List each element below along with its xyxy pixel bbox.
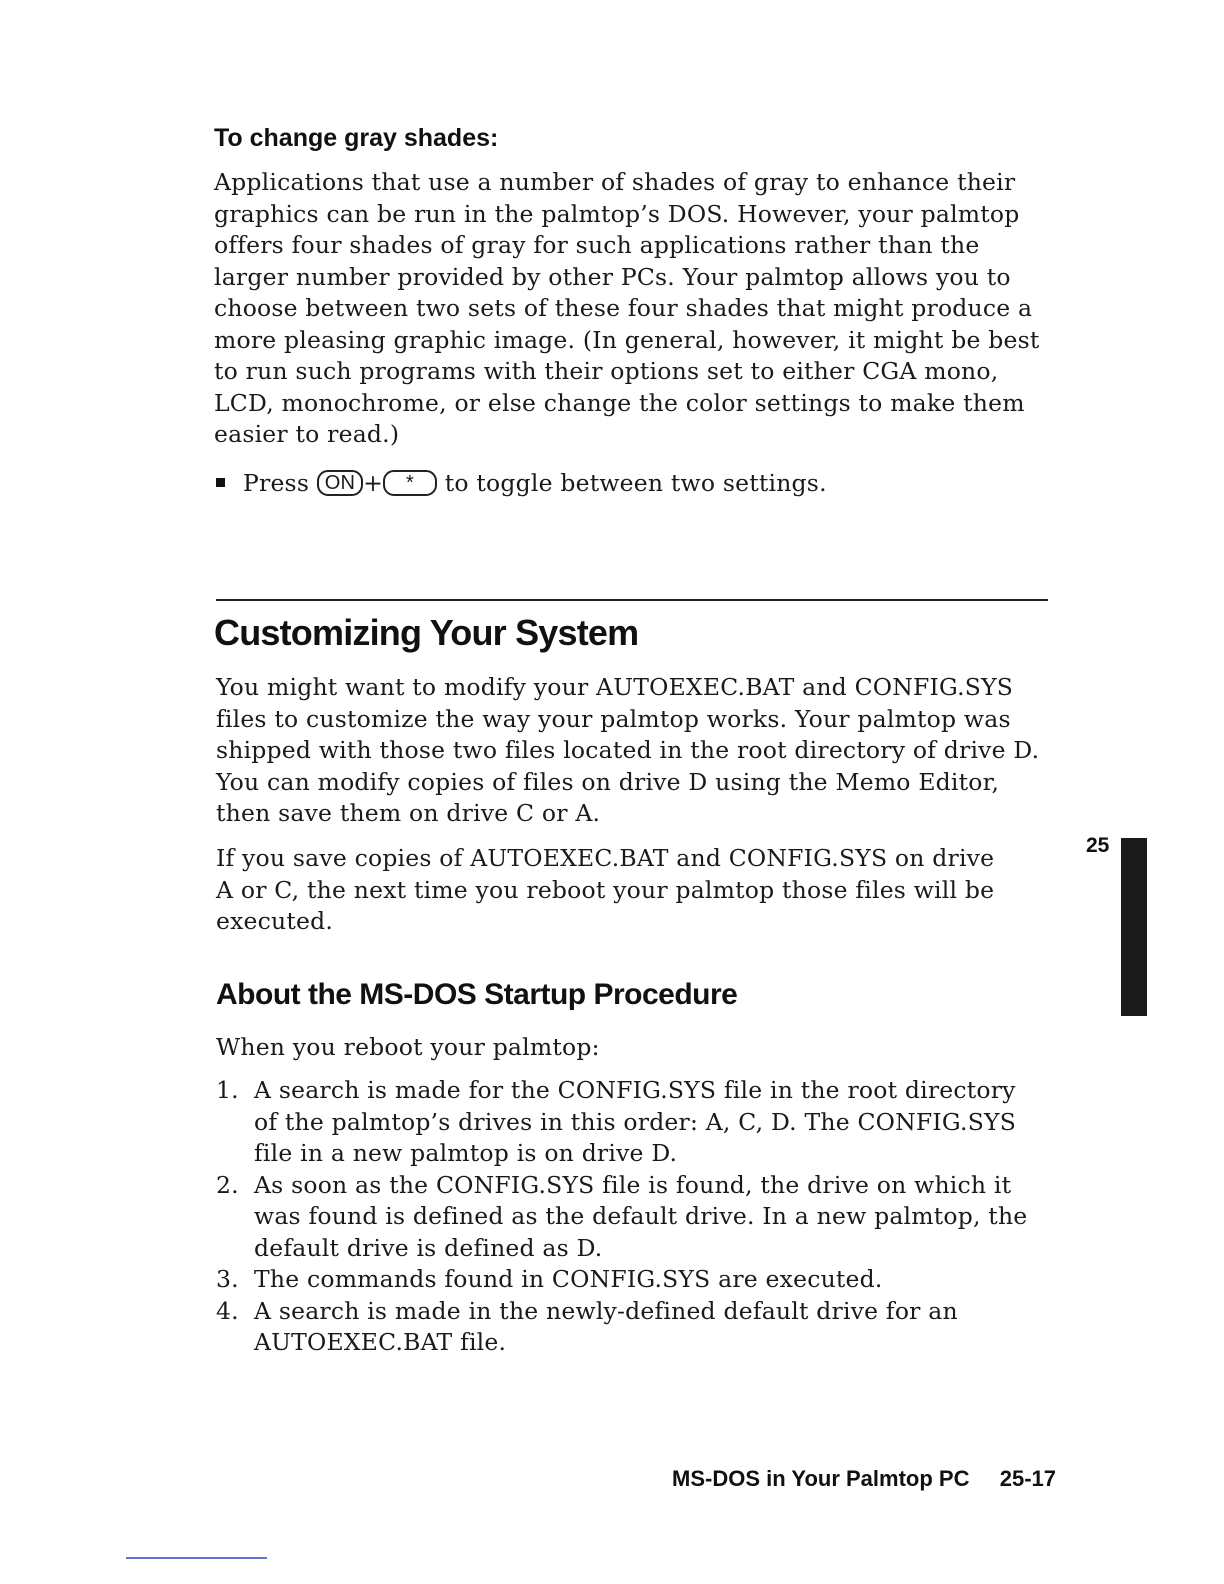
scan-edge-line [126,1557,267,1559]
startup-intro: When you reboot your palmtop: [216,1033,600,1061]
list-item [216,1296,1046,1359]
section-divider [216,599,1048,601]
startup-steps-list [216,1075,1046,1359]
bullet-prefix: Press [243,469,310,497]
chapter-tab-marker [1121,838,1147,1016]
page-footer [672,1466,1056,1492]
list-item [216,1075,1046,1170]
section-title-startup: About the MS-DOS Startup Procedure [216,978,738,1011]
step-number: 2. [216,1170,239,1199]
section-heading-gray-shades: To change gray shades: [214,124,499,152]
gray-shades-paragraph: Applications that use a number of shades of gray to enhance their graphics can be run in the palmtop’s DOS. However, your palmtop offers four shades of gray for such applications rather than the larger number provided by other PCs. Your palmtop allows you to choose between two sets of these four shades that might produce a more pleasing graphic image. (In general, however, it might be best to run such programs with their options set to either CGA mono, LCD, monochrome, or else change the color settings to make them easier to read.) [214,168,1040,448]
step-text: A search is made for the CONFIG.SYS file in the root directory of the palmtop’s drives in this order: A, C, D. The CONFIG.SYS file in a new palmtop is on drive D. [254,1076,1017,1167]
customizing-paragraph-1: You might want to modify your AUTOEXEC.BAT and CONFIG.SYS files to customize the way your palmtop works. Your palmtop was shipped with those two files located in the root directory of drive D. You can modify copies of files on drive D using the Memo Editor, then save them on drive C or A. [216,673,1040,827]
step-text: The commands found in CONFIG.SYS are executed. [254,1265,883,1293]
step-number: 1. [216,1076,239,1104]
asterisk-key: * [383,470,437,496]
step-number: 3. [216,1265,239,1293]
list-item [216,1264,1046,1296]
footer-title: MS-DOS in Your Palmtop PC [672,1466,970,1491]
section-title-customizing: Customizing Your System [214,612,639,653]
chapter-tab-label: 25 [1086,834,1110,857]
step-text: As soon as the CONFIG.SYS file is found, the drive on which it was found is defined as the default drive. In a new palmtop, the default drive is defined as D. [254,1170,1028,1262]
customizing-paragraph-2: If you save copies of AUTOEXEC.BAT and CONFIG.SYS on drive A or C, the next time you reboot your palmtop those files will be executed. [216,844,995,935]
gray-shades-bullet [216,468,1046,500]
step-number: 4. [216,1296,239,1325]
step-text: A search is made in the newly-defined default drive for an AUTOEXEC.BAT file. [254,1296,958,1356]
bullet-square-icon [216,478,225,487]
page-number: 25-17 [999,1466,1056,1491]
on-key: ON [317,470,363,496]
key-plus: + [363,469,384,497]
list-item [216,1170,1046,1265]
bullet-suffix: to toggle between two settings. [444,469,827,497]
